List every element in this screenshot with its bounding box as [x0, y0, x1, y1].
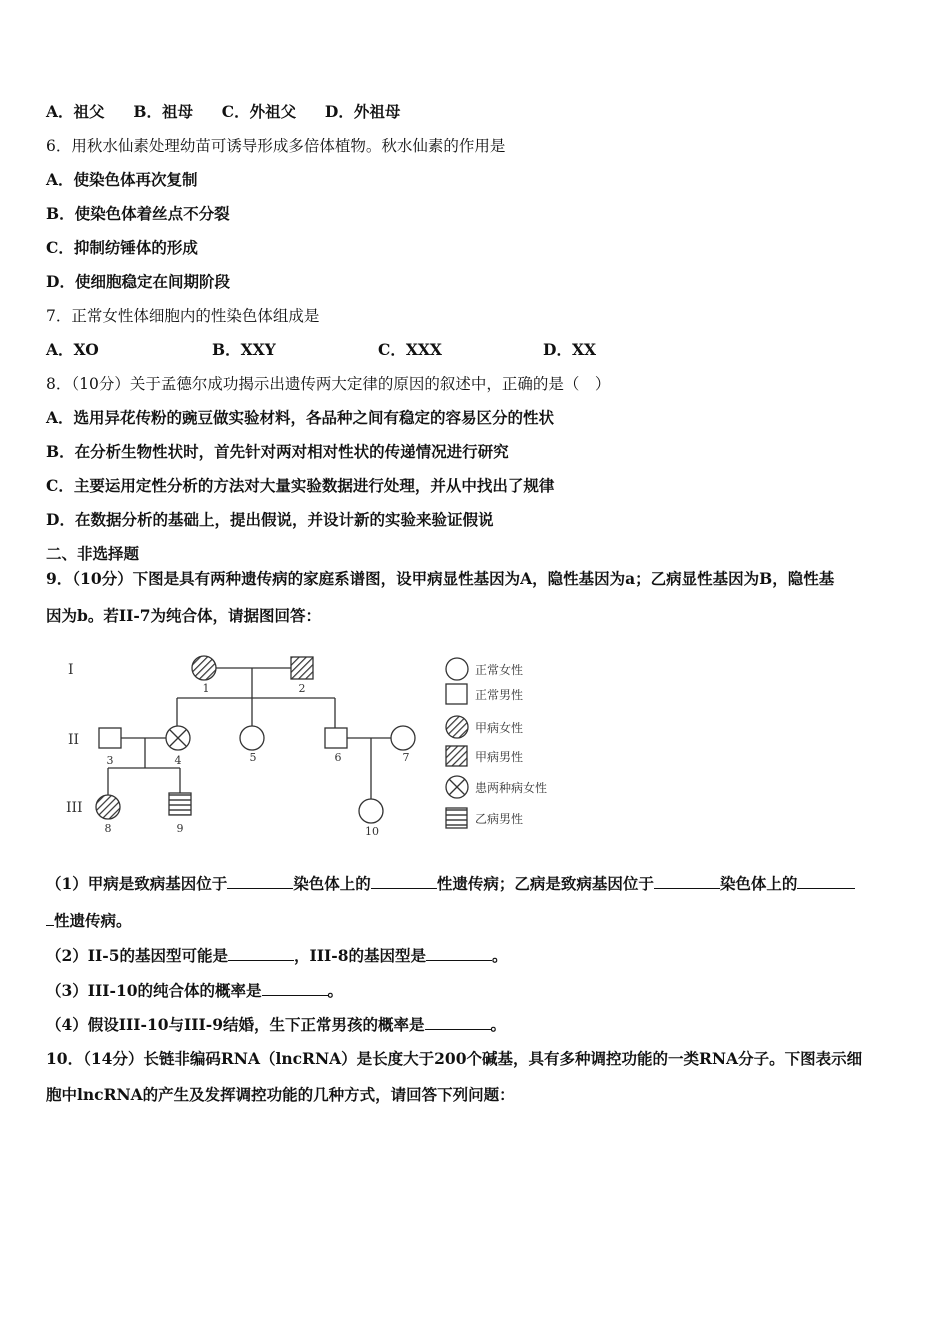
q9-sub2: [46, 946, 508, 966]
q7-opt-a: A．XO: [46, 340, 99, 359]
legend-both-female-symbol: [446, 776, 468, 798]
q6-opt-c: C．抑制纺锤体的形成: [46, 238, 198, 257]
member-number: 1: [202, 682, 210, 695]
q10-stem-line2: 胞中lncRNA的产生及发挥调控功能的几种方式，请回答下列问题：: [46, 1085, 515, 1104]
section-title: 二、非选择题: [46, 544, 140, 563]
q5-opt-c: C．外祖父: [221, 102, 297, 121]
member-number: 4: [174, 754, 182, 767]
q6-opt-a: A．使染色体再次复制: [46, 170, 198, 189]
legend-normal-female-symbol: [446, 658, 468, 680]
q8-opt-a: A．选用异花传粉的豌豆做实验材料，各品种之间有稳定的容易区分的性状: [46, 408, 555, 427]
member-2-affected-male: [291, 657, 313, 679]
q6-opt-b: B．使染色体着丝点不分裂: [46, 204, 230, 223]
member-number: 10: [365, 825, 379, 838]
legend-label: 甲病女性: [475, 721, 524, 735]
answer-blank[interactable]: [654, 874, 720, 889]
q9-sub3-text: 。: [327, 981, 344, 1000]
member-number: 8: [104, 822, 112, 835]
answer-blank[interactable]: [262, 981, 328, 996]
q8-stem: 8．（10分）关于孟德尔成功揭示出遗传两大定律的原因的叙述中，正确的是（ ）: [46, 375, 611, 393]
member-7-normal-female: [391, 726, 415, 750]
gen-label-I: I: [68, 662, 74, 678]
legend-label: 正常男性: [475, 688, 524, 702]
q9-sub1-cont: [46, 911, 132, 931]
q9-sub2-text: （2）II-5的基因型可能是: [46, 946, 229, 965]
member-number: 5: [249, 751, 257, 764]
q7-opt-c: C．XXX: [378, 340, 442, 359]
q9-sub1-text: 染色体上的: [719, 874, 798, 893]
member-1-affected-female: [192, 656, 216, 680]
q9-sub1-text: 性遗传病。: [54, 911, 132, 930]
q9-sub2-text: ，III-8的基因型是: [294, 946, 426, 965]
q8-opt-c: C．主要运用定性分析的方法对大量实验数据进行处理，并从中找出了规律: [46, 476, 555, 495]
q5-options: [46, 102, 400, 122]
q9-sub1-text: 性遗传病；乙病是致病基因位于: [436, 874, 654, 893]
q9-sub3: [46, 981, 343, 1001]
q9-sub2-text: 。: [492, 946, 508, 965]
member-number: 2: [298, 682, 306, 695]
q10-stem-line1: 10．（14分）长链非编码RNA（lncRNA）是长度大于200个碱基，具有多种调控功能的一类RNA分子。下图表示细: [46, 1049, 863, 1068]
q9-sub1: [46, 874, 855, 894]
pedigree-figure: [60, 648, 580, 838]
legend-a-male-symbol: [446, 746, 467, 766]
q9-sub1-text: （1）甲病是致病基因位于: [46, 874, 228, 893]
answer-blank[interactable]: [227, 874, 293, 889]
legend-label: 甲病男性: [475, 750, 524, 764]
q8-opt-d: D．在数据分析的基础上，提出假说，并设计新的实验来验证假说: [46, 510, 494, 529]
gen-label-III: III: [66, 800, 83, 816]
q9-sub4-text: （4）假设III-10与III-9结婚，生下正常男孩的概率是: [46, 1015, 425, 1034]
q9-stem-line1: 9．（10分）下图是具有两种遗传病的家庭系谱图，设甲病显性基因为A，隐性基因为a；乙病显性基因为B，隐性基: [46, 569, 835, 588]
q7-stem: 7．正常女性体细胞内的性染色体组成是: [46, 307, 320, 325]
q8-opt-b: B．在分析生物性状时，首先针对两对相对性状的传递情况进行研究: [46, 442, 509, 461]
member-6-normal-male: [325, 728, 347, 748]
answer-blank[interactable]: [228, 946, 294, 961]
answer-blank[interactable]: [426, 946, 492, 961]
legend-b-male-symbol: [446, 808, 467, 828]
q9-sub3-text: （3）III-10的纯合体的概率是: [46, 981, 262, 1000]
q5-opt-d: D．外祖母: [324, 102, 401, 121]
member-10-normal-female: [359, 799, 383, 823]
answer-blank[interactable]: [425, 1015, 491, 1030]
q7-opt-d: D．XX: [543, 340, 596, 359]
q7-opt-b: B．XXY: [212, 340, 276, 359]
legend-normal-male-symbol: [446, 684, 467, 704]
member-number: 6: [334, 751, 342, 764]
q5-opt-b: B．祖母: [133, 102, 193, 121]
member-number: 7: [402, 751, 410, 764]
q9-sub4: [46, 1015, 506, 1035]
member-number: 3: [106, 754, 114, 767]
answer-blank[interactable]: [797, 874, 855, 889]
q9-stem-line2: 因为b。若II-7为纯合体，请据图回答：: [46, 606, 322, 625]
answer-blank[interactable]: [46, 911, 54, 926]
q9-sub4-text: 。: [490, 1015, 507, 1034]
member-number: 9: [176, 822, 184, 835]
member-5-normal-female: [240, 726, 264, 750]
legend-a-female-symbol: [446, 716, 468, 738]
legend-label: 患两种病女性: [475, 781, 548, 795]
q6-opt-d: D．使细胞稳定在间期阶段: [46, 272, 230, 291]
member-4-both-diseases-female: [166, 726, 190, 750]
member-8-affected-female: [96, 795, 120, 819]
gen-label-II: II: [68, 732, 80, 748]
q6-stem: 6．用秋水仙素处理幼苗可诱导形成多倍体植物。秋水仙素的作用是: [46, 137, 506, 155]
answer-blank[interactable]: [371, 874, 437, 889]
legend-label: 正常女性: [475, 663, 524, 677]
legend-label: 乙病男性: [475, 812, 524, 826]
q5-opt-a: A．祖父: [46, 102, 105, 121]
member-9-disease-b-male: [169, 793, 191, 815]
q9-sub1-text: 染色体上的: [293, 874, 371, 893]
member-3-normal-male: [99, 728, 121, 748]
